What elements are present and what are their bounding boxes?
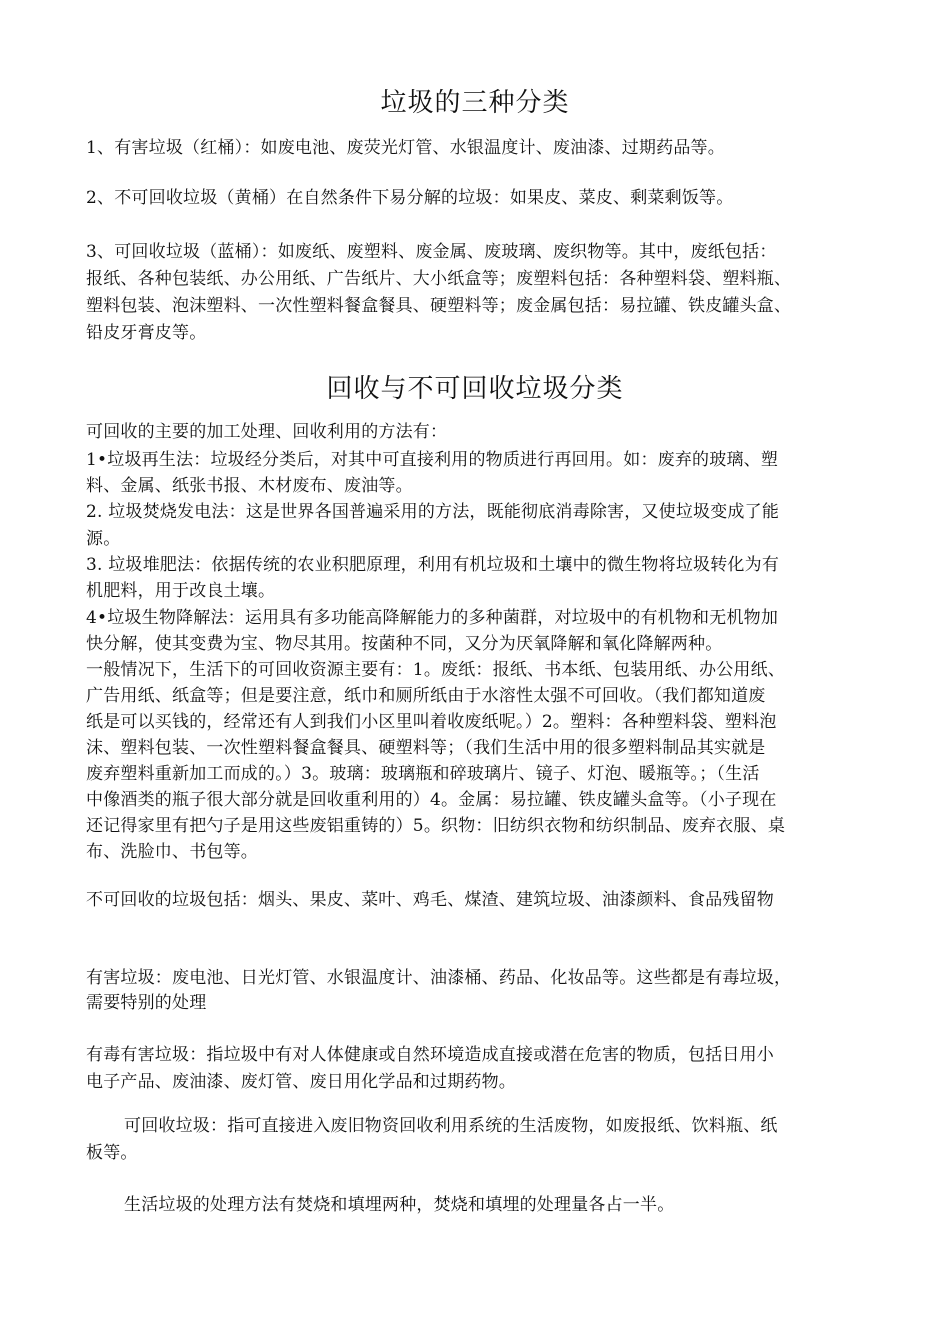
recyclable-bin-item-line: 报纸、各种包装纸、办公用纸、广告纸片、大小纸盒等；废塑料包括：各种塑料袋、塑料瓶、 <box>86 269 792 289</box>
general-paragraph-line: 沫、塑料包装、一次性塑料餐盒餐具、硬塑料等；（我们生活中用的很多塑料制品其实就是 <box>86 738 766 758</box>
method-recycle-line: 1•垃圾再生法：垃圾经分类后，对其中可直接利用的物质进行再回用。如：废弃的玻璃、塑 <box>86 450 779 470</box>
nonrecyclable-bin-item: 2、不可回收垃圾（黄桶）在自然条件下易分解的垃圾：如果皮、菜皮、剩菜剩饭等。 <box>86 188 734 208</box>
general-paragraph-line: 一般情况下，生活下的可回收资源主要有：1。废纸：报纸、书本纸、包装用纸、办公用纸、 <box>86 660 786 680</box>
nonrecyclable-paragraph: 不可回收的垃圾包括：烟头、果皮、菜叶、鸡毛、煤渣、建筑垃圾、油漆颜料、食品残留物 <box>86 890 774 910</box>
method-biodegrade-line: 快分解，使其变费为宝、物尽其用。按菌种不同，又分为厌氧降解和氧化降解两种。 <box>86 634 723 654</box>
recyclable-bin-item-line: 塑料包装、泡沫塑料、一次性塑料餐盒餐具、硬塑料等；废金属包括：易拉罐、铁皮罐头盒、 <box>86 296 792 316</box>
method-compost-line: 机肥料，用于改良土壤。 <box>86 581 276 601</box>
hazardous-paragraph-line: 需要特别的处理 <box>86 993 207 1013</box>
hazardous-paragraph-line: 有害垃圾：废电池、日光灯管、水银温度计、油漆桶、药品、化妆品等。这些都是有毒垃圾， <box>86 968 792 988</box>
methods-intro: 可回收的主要的加工处理、回收利用的方法有： <box>86 422 448 442</box>
general-paragraph-line: 纸是可以买钱的，经常还有人到我们小区里叫着收废纸呢。）2。塑料：各种塑料袋、塑料泡 <box>86 712 777 732</box>
method-biodegrade-line: 4•垃圾生物降解法：运用具有多功能高降解能力的多种菌群，对垃圾中的有机物和无机物加 <box>86 608 779 628</box>
recyclable-paragraph-line: 板等。 <box>86 1143 138 1163</box>
section1-title: 垃圾的三种分类 <box>380 88 570 118</box>
section2-title: 回收与不可回收垃圾分类 <box>326 374 624 404</box>
method-compost-line: 3. 垃圾堆肥法：依据传统的农业积肥原理，利用有机垃圾和土壤中的微生物将垃圾转化为有 <box>86 555 780 575</box>
general-paragraph-line: 广告用纸、纸盒等；但是要注意，纸巾和厕所纸由于水溶性太强不可回收。（我们都知道废 <box>86 686 766 706</box>
hazardous-bin-item: 1、有害垃圾（红桶）：如废电池、废荧光灯管、水银温度计、废油漆、过期药品等。 <box>86 138 725 158</box>
method-incineration-line: 源。 <box>86 529 121 549</box>
general-paragraph-line: 废弃塑料重新加工而成的。）3。玻璃：玻璃瓶和碎玻璃片、镜子、灯泡、暖瓶等。；（生活 <box>86 764 760 784</box>
general-paragraph-line: 还记得家里有把勺子是用这些废铝重铸的）5。织物：旧纺织衣物和纺织制品、废弃衣服、桌 <box>86 816 786 836</box>
disposal-paragraph: 生活垃圾的处理方法有焚烧和填埋两种，焚烧和填埋的处理量各占一半。 <box>124 1195 675 1215</box>
method-recycle-line: 料、金属、纸张书报、木材废布、废油等。 <box>86 476 413 496</box>
method-incineration-line: 2. 垃圾焚烧发电法：这是世界各国普遍采用的方法，既能彻底消毒除害，又使垃圾变成了能 <box>86 502 780 522</box>
toxic-paragraph-line: 有毒有害垃圾：指垃圾中有对人体健康或自然环境造成直接或潜在危害的物质，包括日用小 <box>86 1045 774 1065</box>
toxic-paragraph-line: 电子产品、废油漆、废灯管、废日用化学品和过期药物。 <box>86 1072 516 1092</box>
recyclable-paragraph-line: 可回收垃圾：指可直接进入废旧物资回收利用系统的生活废物，如废报纸、饮料瓶、纸 <box>124 1116 778 1136</box>
general-paragraph-line: 中像酒类的瓶子很大部分就是回收重利用的）4。金属：易拉罐、铁皮罐头盒等。（小子现在 <box>86 790 777 810</box>
recyclable-bin-item-line: 铅皮牙膏皮等。 <box>86 323 207 343</box>
general-paragraph-line: 布、洗脸巾、书包等。 <box>86 842 258 862</box>
recyclable-bin-item-line: 3、可回收垃圾（蓝桶）：如废纸、废塑料、废金属、废玻璃、废织物等。其中，废纸包括： <box>86 242 777 262</box>
